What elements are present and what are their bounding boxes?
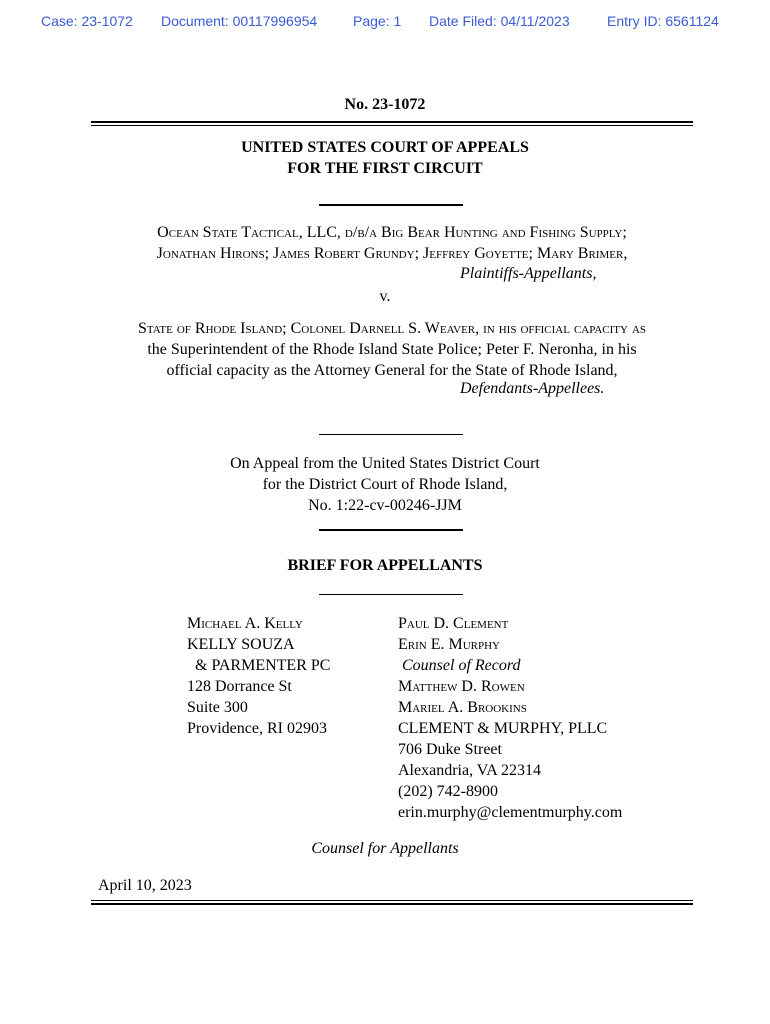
counsel-left-line: Providence, RI 02903 xyxy=(187,720,327,737)
counsel-left-line: 128 Dorrance St xyxy=(187,678,292,695)
filing-date: April 10, 2023 xyxy=(98,877,192,894)
counsel-right-line: Paul D. Clement xyxy=(398,615,509,632)
top-rule xyxy=(91,121,693,123)
counsel-right-line: Mariel A. Brookins xyxy=(398,699,527,716)
versus: v. xyxy=(379,288,391,305)
defendants-line-2: the Superintendent of the Rhode Island State Police; Peter F. Neronha, in his xyxy=(147,341,637,358)
counsel-of-record: Counsel of Record xyxy=(398,657,521,674)
plaintiffs-line-2: Jonathan Hirons; James Robert Grundy; Jeffrey Goyette; Mary Brimer, xyxy=(156,245,628,262)
bottom-rule xyxy=(91,903,693,905)
docket-number: No. 23-1072 xyxy=(344,96,426,113)
counsel-left-line: KELLY SOUZA xyxy=(187,636,295,653)
top-rule-thin xyxy=(91,125,693,126)
counsel-email: erin.murphy@clementmurphy.com xyxy=(398,804,623,821)
header-document: Document: 00117996954 xyxy=(161,13,318,29)
header-page: Page: 1 xyxy=(353,13,402,29)
counsel-left xyxy=(187,613,330,739)
defendants-line-1: State of Rhode Island; Colonel Darnell S. Weaver, in his official capacity as xyxy=(137,320,647,337)
defendants-line-3: official capacity as the Attorney General for the State of Rhode Island, xyxy=(166,362,618,379)
plaintiffs-line-1: Ocean State Tactical, LLC, d/b/a Big Bear Hunting and Fishing Supply; xyxy=(157,224,627,241)
counsel-right-line: (202) 742-8900 xyxy=(398,783,498,800)
counsel-left-line: Michael A. Kelly xyxy=(187,615,303,632)
counsel-right-line: Erin E. Murphy xyxy=(398,636,501,653)
defendants-caption xyxy=(92,318,692,381)
header-case: Case: 23-1072 xyxy=(41,13,133,29)
counsel-left-line: & PARMENTER PC xyxy=(187,657,331,674)
counsel-right-line: 706 Duke Street xyxy=(398,741,502,758)
divider-1 xyxy=(319,204,463,206)
divider-3 xyxy=(319,529,463,531)
counsel-for: Counsel for Appellants xyxy=(311,840,459,857)
court-name: UNITED STATES COURT OF APPEALS xyxy=(241,139,529,156)
appeal-line-3: No. 1:22-cv-00246-JJM xyxy=(308,497,462,514)
divider-4 xyxy=(319,594,463,595)
plaintiffs-role: Plaintiffs-Appellants, xyxy=(460,265,597,282)
counsel-right-line: Alexandria, VA 22314 xyxy=(398,762,541,779)
bottom-rule-thin xyxy=(91,900,693,901)
court-circuit: FOR THE FIRST CIRCUIT xyxy=(287,160,483,177)
case-caption xyxy=(92,222,692,264)
divider-2 xyxy=(319,434,463,435)
counsel-right-line: Matthew D. Rowen xyxy=(398,678,525,695)
brief-title: BRIEF FOR APPELLANTS xyxy=(287,557,483,574)
counsel-right-line: CLEMENT & MURPHY, PLLC xyxy=(398,720,608,737)
counsel-left-line: Suite 300 xyxy=(187,699,248,716)
counsel-right xyxy=(398,613,622,823)
header-date-filed: Date Filed: 04/11/2023 xyxy=(429,13,570,29)
header-entry-id: Entry ID: 6561124 xyxy=(607,13,719,29)
appeal-line-1: On Appeal from the United States District Court xyxy=(230,455,540,472)
appeal-line-2: for the District Court of Rhode Island, xyxy=(262,476,508,493)
defendants-role: Defendants-Appellees. xyxy=(460,380,605,397)
